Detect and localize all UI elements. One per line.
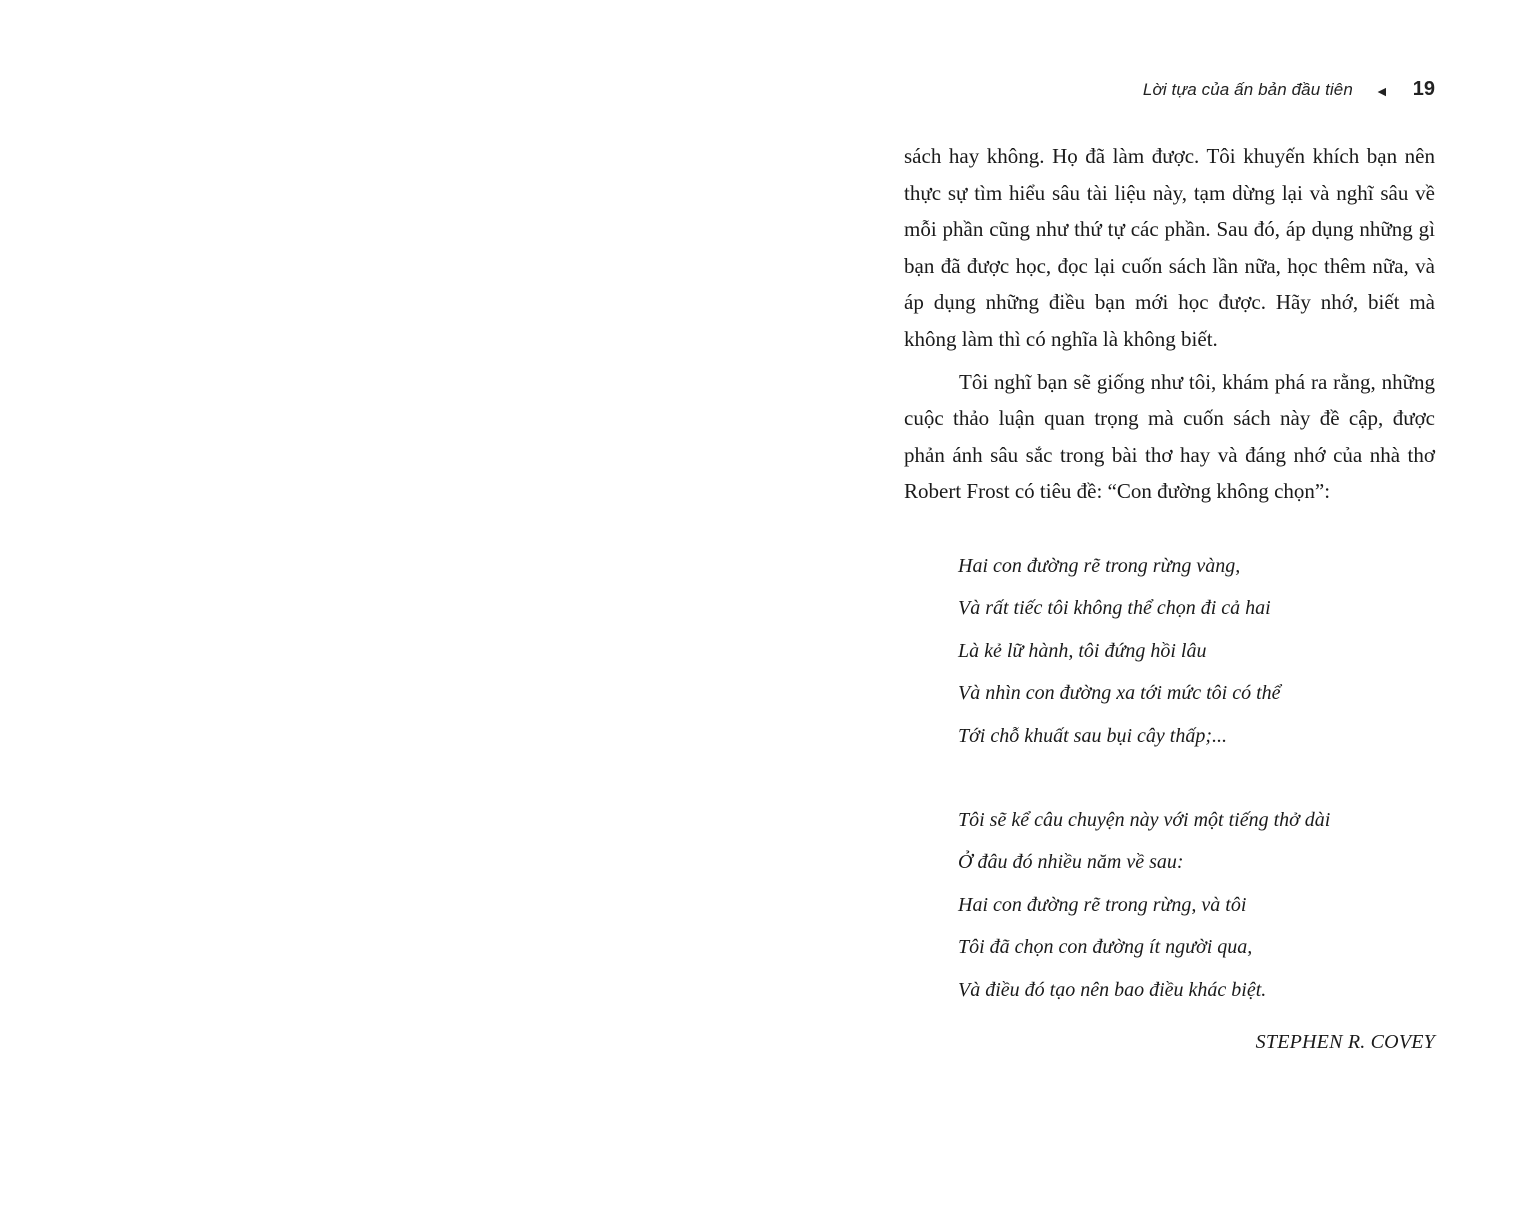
poem-line: Tôi đã chọn con đường ít người qua, <box>958 936 1253 959</box>
poem-stanza-1 <box>958 545 1435 757</box>
poem <box>958 545 1435 1011</box>
body-text <box>904 138 1435 1063</box>
poem-line: Hai con đường rẽ trong rừng, và tôi <box>958 893 1247 916</box>
poem-line: Và rất tiếc tôi không thể chọn đi cả hai <box>958 597 1271 620</box>
page-number: 19 <box>1412 78 1435 100</box>
left-triangle-icon: ◄ <box>1374 82 1389 99</box>
poem-line: Và nhìn con đường xa tới mức tôi có thể <box>958 682 1281 705</box>
paragraph-robert-frost: Tôi nghĩ bạn sẽ giống như tôi, khám phá ra rằng, những cuộc thảo luận quan trọng mà cuốn sách này đề cập, được phản ánh sâu sắc trong bài thơ hay và đáng nhớ của nhà thơ Robert Frost có tiêu đề: “Con đường không chọn”: <box>904 369 1435 504</box>
poem-line: Tới chỗ khuất sau bụi cây thấp;... <box>958 724 1227 747</box>
poem-line: Tôi sẽ kể câu chuyện này với một tiếng thở dài <box>958 808 1331 831</box>
running-header <box>1143 78 1435 101</box>
paragraph-continuation: sách hay không. Họ đã làm được. Tôi khuyến khích bạn nên thực sự tìm hiểu sâu tài liệu này, tạm dừng lại và nghĩ sâu về mỗi phần cũng như thứ tự các phần. Sau đó, áp dụng những gì bạn đã được học, đọc lại cuốn sách lần nữa, học thêm nữa, và áp dụng những điều bạn mới học được. Hãy nhớ, biết mà không làm thì có nghĩa là không biết. <box>904 144 1435 351</box>
chapter-title: Lời tựa của ấn bản đầu tiên <box>1142 79 1353 99</box>
poem-line: Và điều đó tạo nên bao điều khác biệt. <box>958 978 1267 1001</box>
poem-line: Là kẻ lữ hành, tôi đứng hồi lâu <box>958 639 1207 662</box>
poem-line: Hai con đường rẽ trong rừng vàng, <box>958 554 1241 577</box>
poem-line: Ở đâu đó nhiều năm về sau: <box>958 851 1184 874</box>
poem-stanza-2 <box>958 799 1435 1011</box>
author-signature: STEPHEN R. COVEY <box>1255 1031 1435 1053</box>
